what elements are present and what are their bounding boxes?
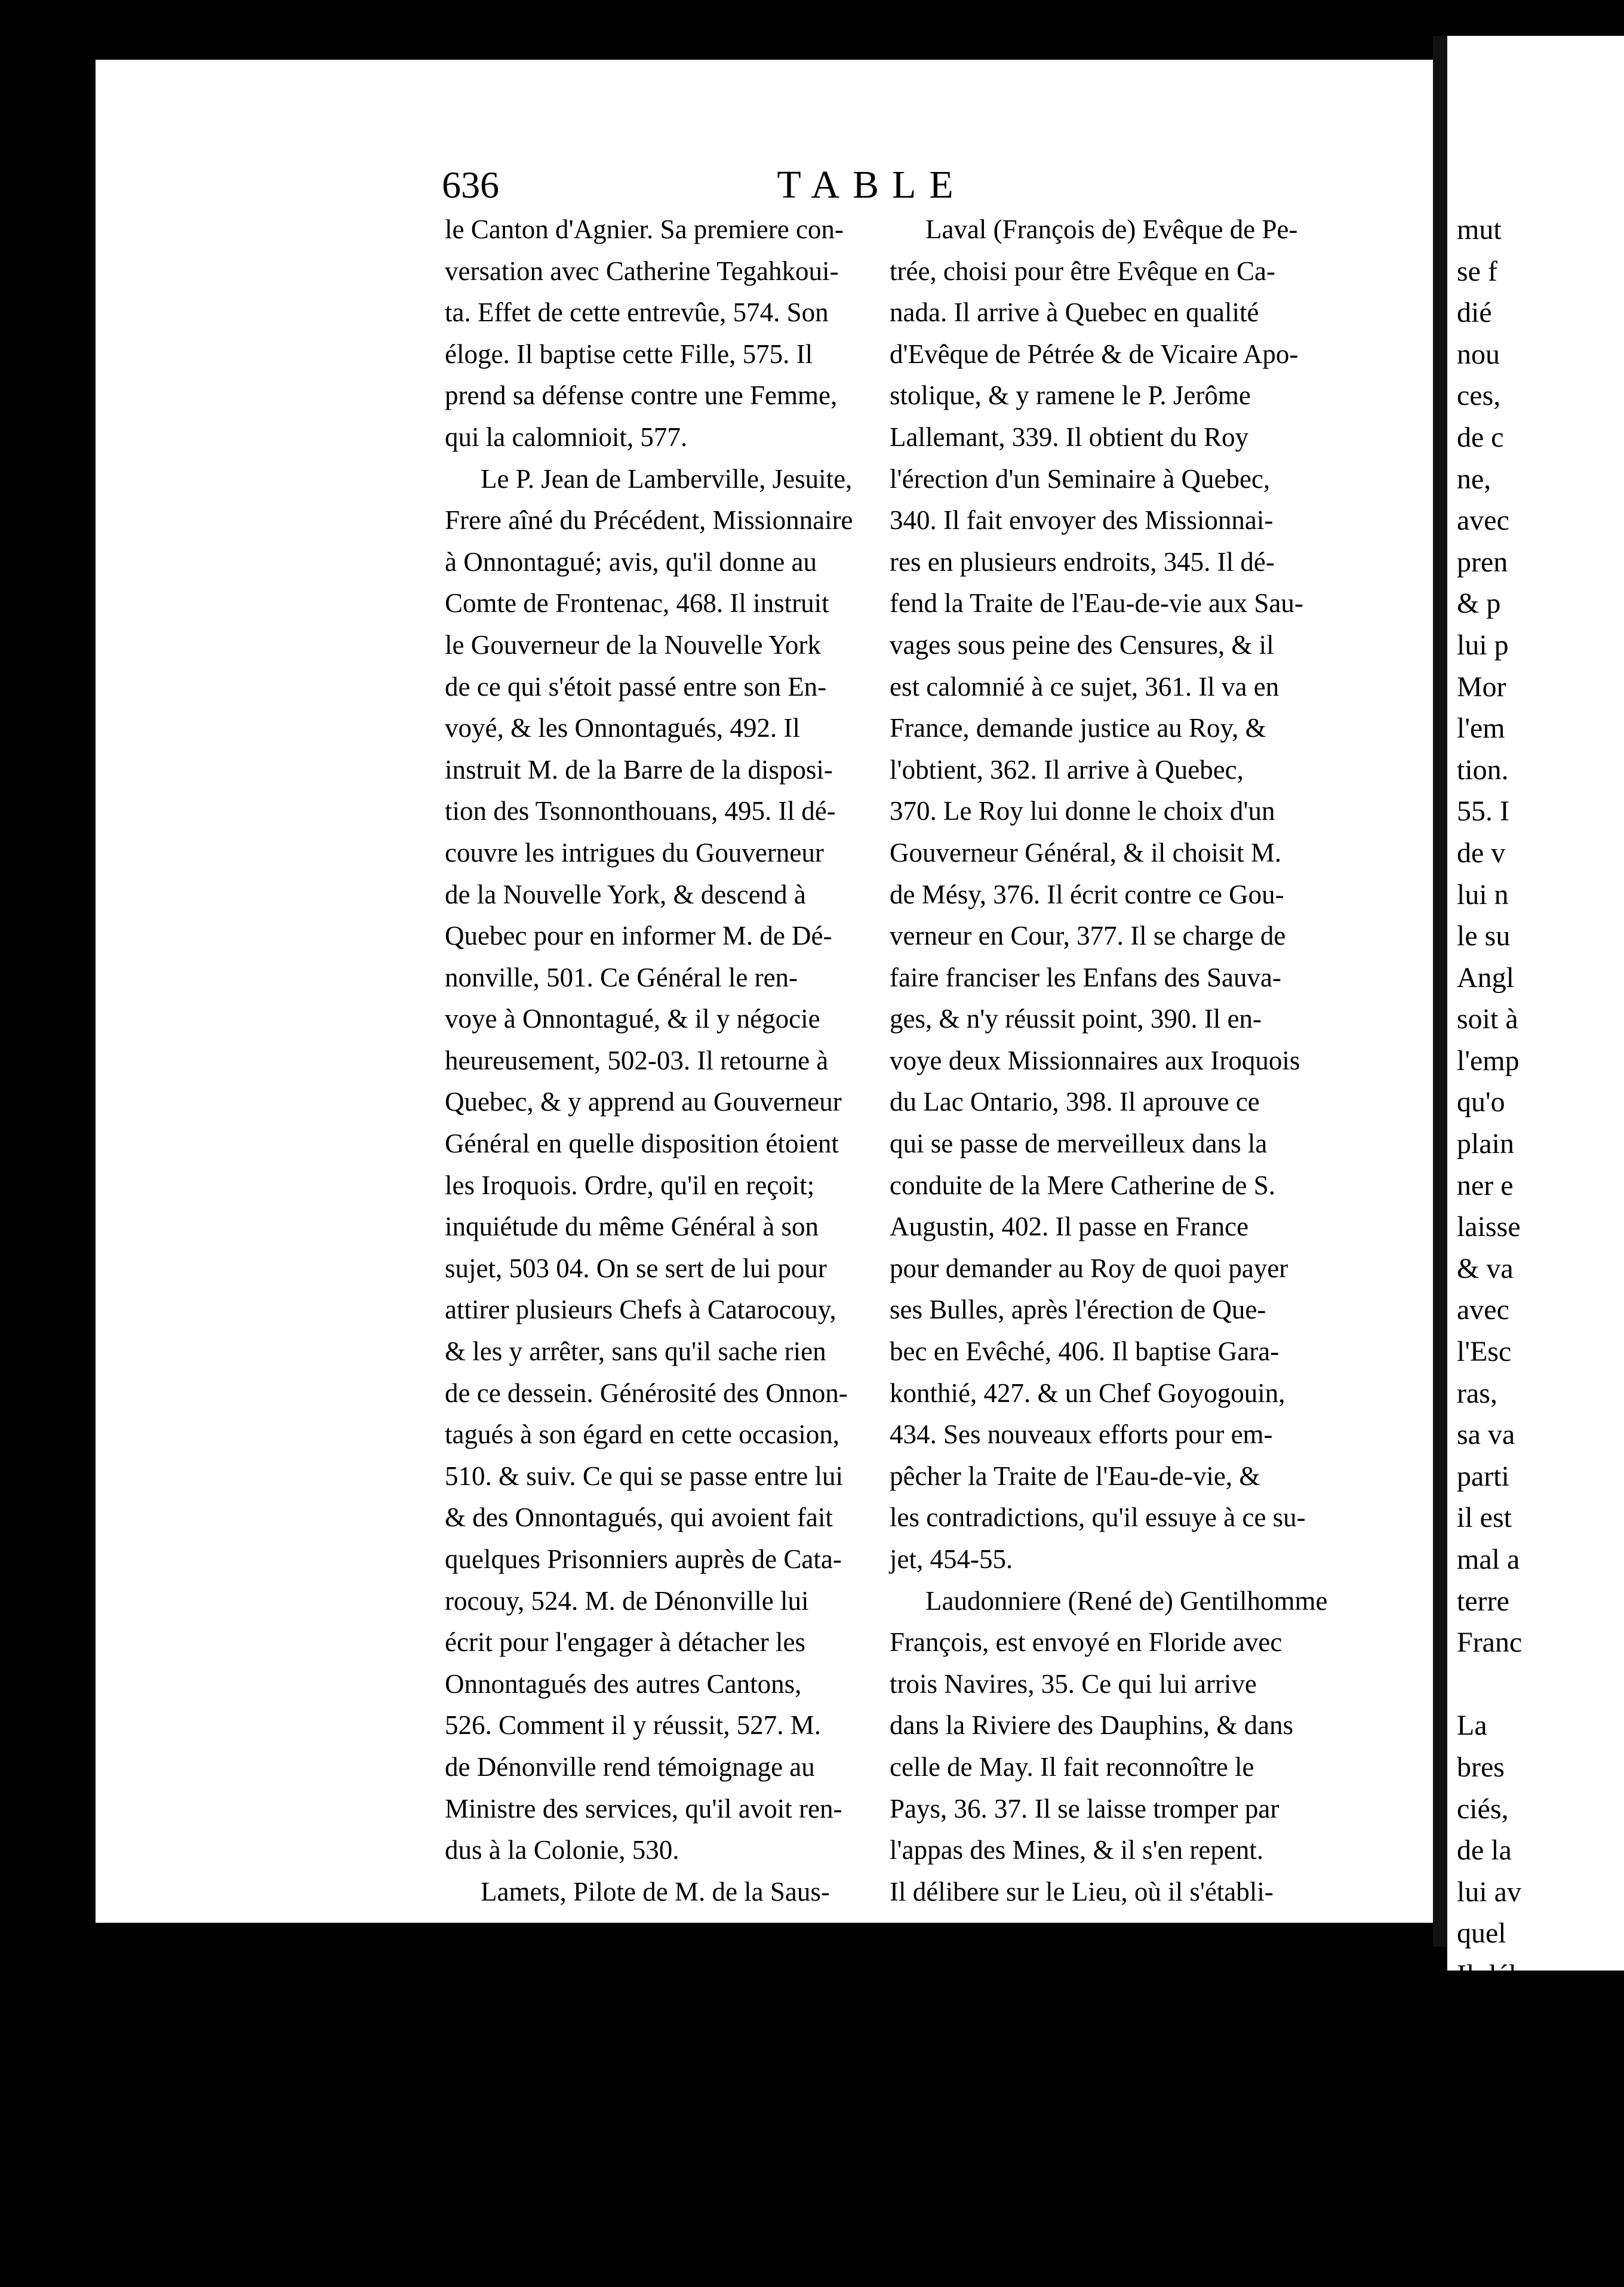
facing-page-line: ne, (1457, 463, 1491, 495)
facing-page-line: 55. I (1457, 795, 1509, 828)
facing-page-line: Il dél (1457, 1959, 1517, 1991)
facing-page-line: Mor (1457, 671, 1506, 703)
facing-page-line (1447, 1664, 1528, 1705)
facing-page-line: & p (1457, 588, 1501, 620)
facing-page-line: avec (1457, 1294, 1509, 1326)
facing-page-line: quel (1457, 1917, 1506, 1950)
index-line: Général en quelle disposition étoient (445, 1129, 839, 1159)
index-line: voye à Onnontagué, & il y négocie (445, 1004, 820, 1034)
facing-page-line: dié (1457, 297, 1492, 329)
index-line: Frere aîné du Précédent, Missionnaire (445, 505, 853, 536)
index-line: Lallemant, 339. Il obtient du Roy (890, 422, 1249, 452)
facing-page-line: l'Isle (1457, 2083, 1512, 2116)
index-line: tagués à son égard en cette occasion, (445, 1419, 839, 1450)
index-line: les contradictions, qu'il essuye à ce su- (890, 1502, 1306, 1533)
facing-page-line: lui av (1457, 1876, 1521, 1908)
index-line: Le P. Jean de Lamberville, Jesuite, (481, 463, 853, 494)
facing-page-line: se f (1457, 255, 1497, 287)
facing-page-line: soit à (1457, 1003, 1518, 1035)
index-line: est calomnié à ce sujet, 361. Il va en (890, 671, 1279, 702)
index-line: lefort? Ce qui le détermine à la Rivie- (890, 1959, 1296, 1990)
index-line: France, demande justice au Roy, & (890, 713, 1266, 743)
index-line: res en plusieurs endroits, 345. Il dé- (890, 546, 1275, 577)
index-line: quelques Prisonniers auprès de Cata- (445, 1544, 842, 1574)
facing-page-line: ras, (1457, 1377, 1497, 1409)
index-line: Quebec, & y apprend au Gouverneur (445, 1087, 842, 1117)
index-line: ges, & n'y réussit point, 390. Il en- (890, 1004, 1262, 1034)
index-line: que, 137. (445, 2001, 545, 2031)
facing-page-line: lui fo (1457, 2208, 1518, 2240)
index-line: celle de May. Il fait reconnoître le (890, 1751, 1254, 1782)
facing-page-line: lui n (1457, 878, 1509, 911)
index-line: 510. & suiv. Ce qui se passe entre lui (445, 1461, 843, 1491)
index-line: Laval (François de) Evêque de Pe- (925, 214, 1298, 244)
running-title: TABLE (777, 163, 967, 207)
index-line: couvre les intrigues du Gouverneur (445, 837, 824, 868)
index-line: Saturiova à la guerre, 43. Il lui enleve (890, 2084, 1295, 2114)
facing-page-line: Angl (1457, 961, 1514, 994)
page-header (442, 161, 1302, 209)
index-line: dus à la Colonie, 530. (445, 1835, 679, 1865)
facing-page-line: il est (1457, 1502, 1512, 1534)
index-line: les Iroquois. Ordre, qu'il en reçoit; (445, 1170, 815, 1200)
facing-page-line: mut (1457, 214, 1502, 245)
index-line: stolique, & y ramene le P. Jerôme (890, 380, 1251, 411)
index-line: heureusement, 502-03. Il retourne à (445, 1045, 829, 1075)
index-line: roline, 39. Il refuse d'accompagner (890, 2043, 1263, 2073)
index-line: Pays, 36. 37. Il se laisse tromper par (890, 1793, 1279, 1824)
index-line: orage, & de la frayeur, qu'il avoit (890, 2209, 1246, 2239)
facing-page-text (1447, 209, 1528, 2287)
facing-page-line: avec (1457, 505, 1509, 537)
index-line: nada. Il arrive à Quebec en qualité (890, 297, 1259, 328)
index-line: l'obtient, 362. Il arrive à Quebec, (890, 754, 1244, 785)
index-line: voyé, & les Onnontagués, 492. Il (445, 713, 800, 743)
index-line: instruit M. de la Barre de la disposi- (445, 754, 833, 785)
index-line: Lamets, Pilote de M. de la Saus- (481, 1876, 830, 1907)
facing-page-line: pren (1457, 546, 1508, 578)
index-line: de ce qui s'étoit passé entre son En- (445, 671, 827, 702)
index-line: le Canton d'Agnier. Sa premiere con- (445, 214, 844, 244)
index-line: Augustin, 402. Il passe en France (890, 1212, 1249, 1242)
index-line: ta. Effet de cette entrevûe, 574. Son (445, 297, 829, 328)
index-line: nier voyage aux Iroquois, & qui fut (445, 2126, 825, 2156)
facing-page-line: plain (1457, 1128, 1514, 1160)
facing-page-line: mal a (1457, 1544, 1520, 1575)
index-line: Gouverneur Général, & il choisit M. (890, 837, 1282, 868)
facing-page-line: sa va (1457, 1419, 1515, 1451)
index-line: Il délibere sur le Lieu, où il s'établi- (890, 1876, 1274, 1907)
index-column-right (890, 209, 1328, 2287)
index-line: bec en Evêché, 406. Il baptise Gara- (890, 1336, 1279, 1367)
index-line: Onnontagués des autres Cantons, (445, 1668, 802, 1699)
index-line: qui se passe de merveilleux dans la (890, 1129, 1268, 1159)
index-line: tion des Tsonnonthouans, 495. Il dé- (445, 796, 836, 826)
index-line: compagnoit le P. Jogues dans son der- (445, 2084, 853, 2114)
index-line: inquiétude du même Général à son (445, 1212, 819, 1242)
index-line: éloge. Il baptise cette Fille, 575. Il (445, 339, 813, 369)
index-line: écrit pour l'engager à détacher les (445, 1627, 806, 1658)
facing-page-line: bres (1457, 1751, 1505, 1783)
index-line: l'appas des Mines, & il s'en repent. (890, 1835, 1264, 1865)
index-line: voye deux Missionnaires aux Iroquois (890, 1045, 1300, 1075)
index-line: trée, choisi pour être Evêque en Ca- (890, 256, 1275, 286)
facing-page-line: ciés, (1457, 1793, 1509, 1825)
index-line: d'Evêque de Pétrée & de Vicaire Apo- (890, 339, 1299, 369)
index-line: 434. Ses nouveaux efforts pour em- (890, 1419, 1273, 1450)
facing-page-line: Pourc (1457, 2166, 1524, 2199)
facing-page-line: de c (1457, 421, 1504, 453)
index-line: Quebec pour en informer M. de Dé- (445, 921, 832, 951)
facing-page-line: nou (1457, 338, 1500, 370)
facing-page-line: de la (1457, 1834, 1512, 1867)
index-line: tué avec lui. 276. (445, 2167, 629, 2197)
index-line: rocouy, 524. M. de Dénonville lui (445, 1585, 809, 1616)
index-line: conduite de la Mere Catherine de S. (890, 1170, 1276, 1200)
index-line: 526. Comment il y réussit, 527. M. (445, 1710, 821, 1741)
index-line: pour demander au Roy de quoi payer (890, 1253, 1288, 1283)
index-line: nonville, 501. Ce Général le ren- (445, 962, 798, 992)
index-line: & des Onnontagués, qui avoient fait (445, 1502, 833, 1533)
facing-page-line: La (1457, 1710, 1487, 1742)
index-line: versation avec Catherine Tegahkoui- (445, 256, 839, 286)
index-line: 340. Il fait envoyer des Missionnai- (890, 505, 1274, 536)
index-line: verneur en Cour, 377. Il se charge de (890, 921, 1286, 951)
index-line: prise de S. Sauveur, 136. Il se rembar- (445, 1959, 856, 1990)
facing-page-line: le su (1457, 920, 1511, 952)
facing-page-line: tion. (1457, 754, 1509, 786)
book-gutter (1433, 36, 1447, 1947)
index-line: saye, se sauve dans le Bois après la (445, 1918, 824, 1948)
index-line: attirer plusieurs Chefs à Catarocouy, (445, 1295, 836, 1325)
index-line: de ce dessein. Générosité des Onnon- (445, 1378, 848, 1408)
facing-page-line: & va (1457, 1252, 1514, 1284)
index-column-left (445, 209, 857, 2287)
index-line: Comte de Frontenac, 468. Il instruit (445, 588, 829, 619)
index-line: des Prisonniers, & ce qu'il en fait, (890, 2126, 1253, 2156)
facing-page-line: Iroqu (1457, 2000, 1519, 2033)
facing-page-fragment (1447, 36, 1624, 2282)
index-line: dans la Riviere des Dauphins, & dans (890, 1710, 1294, 1741)
index-line: 45. Comment il profite d'un grand (890, 2167, 1256, 2197)
facing-page-line: l'emp (1457, 1044, 1520, 1077)
index-line: de la Nouvelle York, & descend à (445, 879, 806, 909)
facing-page-line: quois (1457, 2125, 1520, 2157)
index-line: de Mésy, 376. Il écrit contre ce Gou- (890, 879, 1284, 909)
index-line: l'érection d'un Seminaire à Quebec, (890, 463, 1271, 494)
facing-page-line: l'em (1457, 712, 1505, 745)
facing-page-line: laisse (1457, 1211, 1521, 1243)
index-line: prend sa défense contre une Femme, (445, 380, 838, 411)
index-line: du Lac Ontario, 398. Il aprouve ce (890, 1087, 1260, 1117)
index-line: 370. Le Roy lui donne le choix d'un (890, 796, 1275, 826)
index-line: à Onnontagué; avis, qu'il donne au (445, 546, 817, 577)
index-line: ra. Pourquoi il ne rétablit point Char- (890, 1918, 1288, 1948)
index-line: sujet, 503 04. On se sert de lui pour (445, 1253, 827, 1283)
index-line: qui la calomnioit, 577. (445, 422, 688, 452)
index-line: & les y arrêter, sans qu'il sache rien (445, 1336, 826, 1367)
facing-page-line: l'Esc (1457, 1336, 1512, 1368)
facing-page-line: parti (1457, 1460, 1509, 1492)
index-line: La Lande, jeune François, qui ac- (481, 2043, 841, 2073)
facing-page-line: ponse (1457, 2250, 1524, 2282)
facing-page-line: souffe (1457, 2042, 1528, 2074)
index-line: ses Bulles, après l'érection de Que- (890, 1295, 1266, 1325)
index-line: fend la Traite de l'Eau-de-vie aux Sau- (890, 588, 1303, 619)
index-line: inspirée aux Sauvages, 47. Ses Gens se (890, 2251, 1311, 2281)
index-line: konthié, 427. & un Chef Goyogouin, (890, 1378, 1285, 1408)
index-line: faire franciser les Enfans des Sauva- (890, 962, 1281, 992)
index-line: vages sous peine des Censures, & il (890, 629, 1274, 660)
facing-page-line: qu'o (1457, 1086, 1505, 1118)
index-line: François, est envoyé en Floride avec (890, 1627, 1282, 1658)
facing-page-line: terre (1457, 1585, 1509, 1617)
facing-page-line: Franc (1457, 1627, 1522, 1659)
page-number: 636 (442, 164, 499, 206)
index-line: jet, 454-55. (890, 1544, 1013, 1574)
index-line: zuli sur les Côtes de l'Acadie, 114. (445, 2251, 816, 2281)
index-line: trois Navires, 35. Ce qui lui arrive (890, 1668, 1257, 1699)
facing-page-line: lui p (1457, 629, 1509, 661)
facing-page-line: de v (1457, 837, 1506, 869)
index-line: Laudonniere (René de) Gentilhomme (925, 1585, 1328, 1616)
index-line: Ministre des services, qu'il avoit ren- (445, 1793, 842, 1824)
index-line: re de May; il y bâtit le Fort de la Ca- (890, 2001, 1284, 2031)
index-line: de Dénonville rend témoignage au (445, 1751, 815, 1782)
index-line: pêcher la Traite de l'Eau-de-vie, & (890, 1461, 1260, 1491)
index-line: Lapis Lazuli. Rocher de Lapis La- (481, 2209, 850, 2239)
facing-page-line: ces, (1457, 380, 1501, 412)
index-line: le Gouverneur de la Nouvelle York (445, 629, 821, 660)
facing-page-line: ner e (1457, 1169, 1514, 1201)
